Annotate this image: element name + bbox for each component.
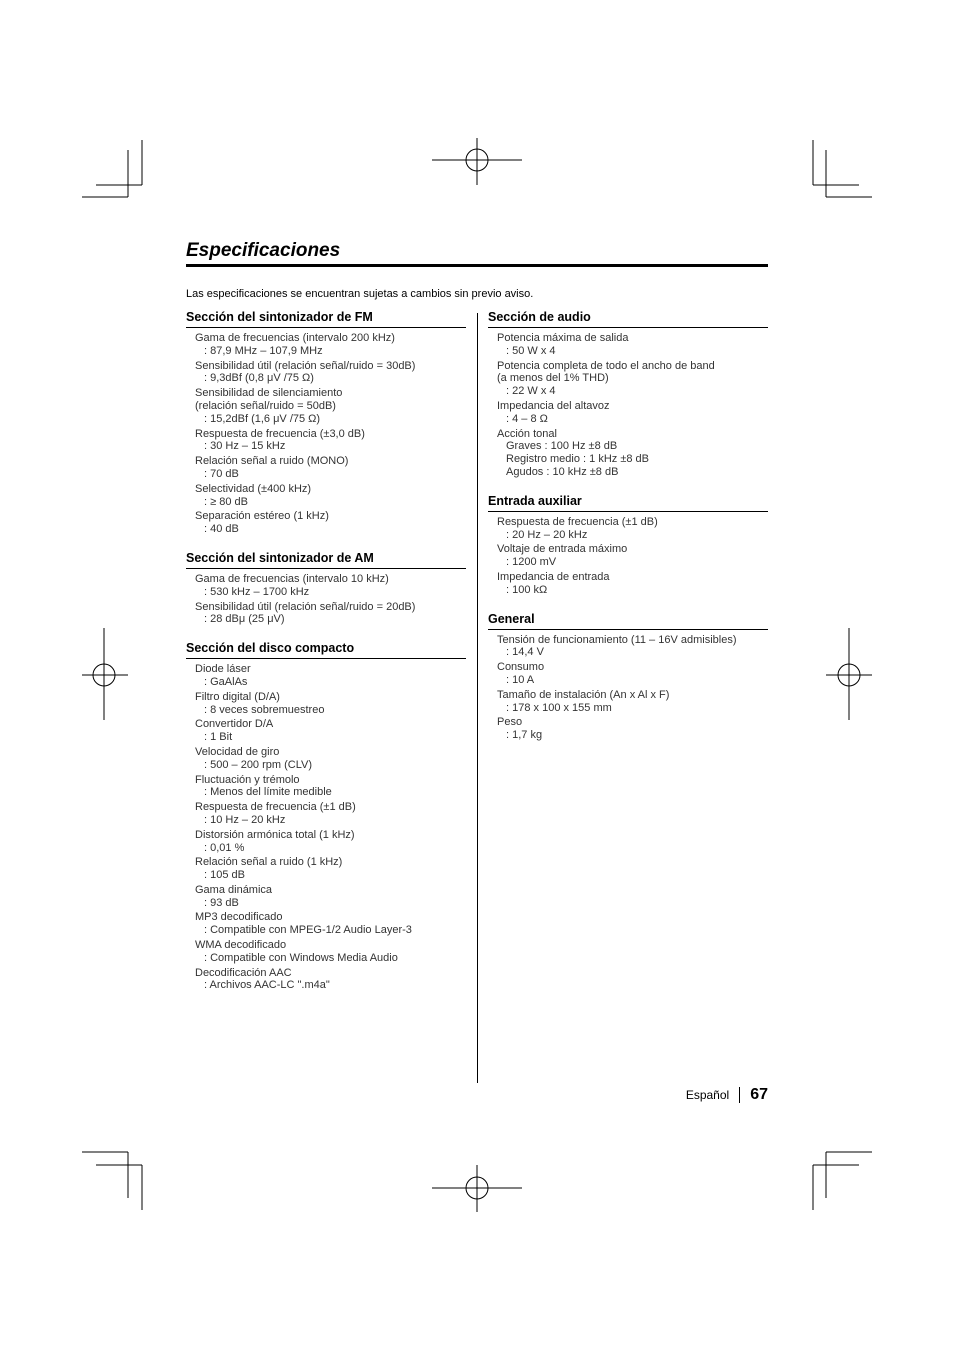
section-heading: General: [488, 611, 768, 630]
right-column: [488, 309, 768, 756]
spec-label: Selectividad (±400 kHz): [195, 482, 312, 495]
footer-separator: [739, 1087, 740, 1103]
spec-value: : 15,2dBf (1,6 μV /75 Ω): [204, 412, 321, 425]
spec-label: Gama de frecuencias (intervalo 200 kHz): [195, 332, 395, 344]
spec-list: [186, 328, 466, 536]
spec-value: : Archivos AAC-LC ".m4a": [204, 979, 330, 992]
spec-list: [186, 659, 466, 992]
spec-label: Voltaje de entrada máximo: [497, 543, 628, 556]
intro-text: Las especificaciones se encuentran sujetas a cambios sin previo aviso.: [186, 288, 534, 300]
spec-value: : 14,4 V: [506, 646, 544, 659]
spec-label: Impedancia de entrada: [497, 570, 610, 583]
spec-section: [186, 640, 466, 992]
spec-label: Gama de frecuencias (intervalo 10 kHz): [195, 572, 389, 585]
section-heading: Sección del sintonizador de FM: [186, 309, 466, 328]
spec-value: : 20 Hz – 20 kHz: [506, 528, 588, 541]
left-column: [186, 309, 466, 1006]
spec-list: [488, 328, 768, 479]
spec-label: Fluctuación y trémolo: [195, 773, 300, 786]
spec-value: : 0,01 %: [204, 841, 245, 854]
section-heading: Entrada auxiliar: [488, 493, 768, 512]
spec-label: Separación estéreo (1 kHz): [195, 510, 329, 523]
spec-value: : 93 dB: [204, 896, 239, 909]
spec-label: (a menos del 1% THD): [497, 372, 609, 385]
spec-label: Potencia máxima de salida: [497, 332, 629, 344]
spec-value: : 40 dB: [204, 523, 239, 536]
spec-label: Convertidor D/A: [195, 718, 274, 731]
spec-list: [186, 569, 466, 626]
spec-value: : 70 dB: [204, 467, 239, 480]
spec-value: : 1200 mV: [506, 556, 557, 569]
page-title: Especificaciones: [186, 240, 341, 261]
spec-label: Diode láser: [195, 663, 251, 676]
spec-value: : 10 Hz – 20 kHz: [204, 813, 286, 826]
spec-label: Relación señal a ruido (1 kHz): [195, 856, 343, 869]
spec-section: [186, 550, 466, 626]
spec-value: Agudos : 10 kHz ±8 dB: [506, 465, 619, 478]
spec-value: : 105 dB: [204, 869, 245, 882]
spec-list: [488, 630, 768, 742]
spec-label: Sensibilidad de silenciamiento: [195, 387, 343, 400]
spec-value: : GaAlAs: [204, 675, 248, 688]
spec-section: [488, 611, 768, 742]
spec-value: : 8 veces sobremuestreo: [204, 703, 325, 716]
spec-value: : 1,7 kg: [506, 729, 543, 742]
spec-label: (relación señal/ruido = 50dB): [195, 399, 336, 412]
spec-label: MP3 decodificado: [195, 911, 283, 924]
spec-value: : 100 kΩ: [506, 583, 548, 596]
spec-label: Impedancia del altavoz: [497, 399, 610, 412]
spec-value: : 530 kHz – 1700 kHz: [204, 585, 310, 598]
spec-list: [488, 512, 768, 597]
spec-value: : Compatible con MPEG-1/2 Audio Layer-3: [204, 924, 412, 937]
title-rule: [186, 264, 768, 267]
spec-label: Acción tonal: [497, 427, 557, 440]
spec-section: [186, 309, 466, 536]
spec-value: Registro medio : 1 kHz ±8 dB: [506, 453, 649, 466]
spec-value: : ≥ 80 dB: [204, 495, 248, 508]
spec-value: : 500 – 200 rpm (CLV): [204, 758, 313, 771]
spec-label: Potencia completa de todo el ancho de band: [497, 359, 715, 372]
spec-label: Respuesta de frecuencia (±3,0 dB): [195, 427, 365, 440]
spec-value: : Compatible con Windows Media Audio: [204, 951, 398, 964]
spec-label: Filtro digital (D/A): [195, 690, 280, 703]
spec-value: : 4 – 8 Ω: [506, 412, 548, 425]
spec-label: Velocidad de giro: [195, 745, 280, 758]
spec-value: Graves : 100 Hz ±8 dB: [506, 440, 618, 453]
section-heading: Sección de audio: [488, 309, 768, 328]
spec-value: : 9,3dBf (0,8 μV /75 Ω): [204, 372, 314, 385]
spec-label: WMA decodificado: [195, 939, 287, 952]
page-number: 67: [750, 1086, 768, 1103]
spec-section: [488, 309, 768, 479]
spec-label: Respuesta de frecuencia (±1 dB): [195, 801, 356, 814]
spec-label: Tensión de funcionamiento (11 – 16V admisibles): [497, 633, 737, 646]
spec-value: : 87,9 MHz – 107,9 MHz: [204, 344, 323, 357]
spec-label: Sensibilidad útil (relación señal/ruido = 30dB): [195, 359, 416, 372]
spec-value: : 28 dBμ (25 μV): [204, 613, 285, 626]
spec-value: : 30 Hz – 15 kHz: [204, 440, 286, 453]
spec-label: Respuesta de frecuencia (±1 dB): [497, 515, 658, 528]
spec-label: Sensibilidad útil (relación señal/ruido = 20dB): [195, 600, 416, 613]
page-footer: [686, 1086, 768, 1104]
spec-value: : Menos del límite medible: [204, 786, 332, 799]
spec-label: Gama dinámica: [195, 883, 273, 896]
spec-value: : 50 W x 4: [506, 344, 556, 357]
section-heading: Sección del disco compacto: [186, 640, 466, 659]
spec-section: [488, 493, 768, 597]
column-divider: [477, 313, 478, 1083]
spec-label: Distorsión armónica total (1 kHz): [195, 828, 355, 841]
spec-value: : 1 Bit: [204, 731, 233, 744]
spec-value: : 178 x 100 x 155 mm: [506, 701, 612, 714]
language-label: Español: [685, 1088, 730, 1102]
spec-value: : 10 A: [506, 673, 535, 686]
section-heading: Sección del sintonizador de AM: [186, 550, 466, 569]
spec-label: Relación señal a ruido (MONO): [195, 455, 349, 468]
spec-label: Tamaño de instalación (An x Al x F): [497, 688, 670, 701]
spec-value: : 22 W x 4: [506, 385, 556, 398]
spec-label: Decodificación AAC: [195, 966, 292, 979]
spec-label: Peso: [497, 716, 523, 729]
spec-label: Consumo: [497, 661, 545, 674]
